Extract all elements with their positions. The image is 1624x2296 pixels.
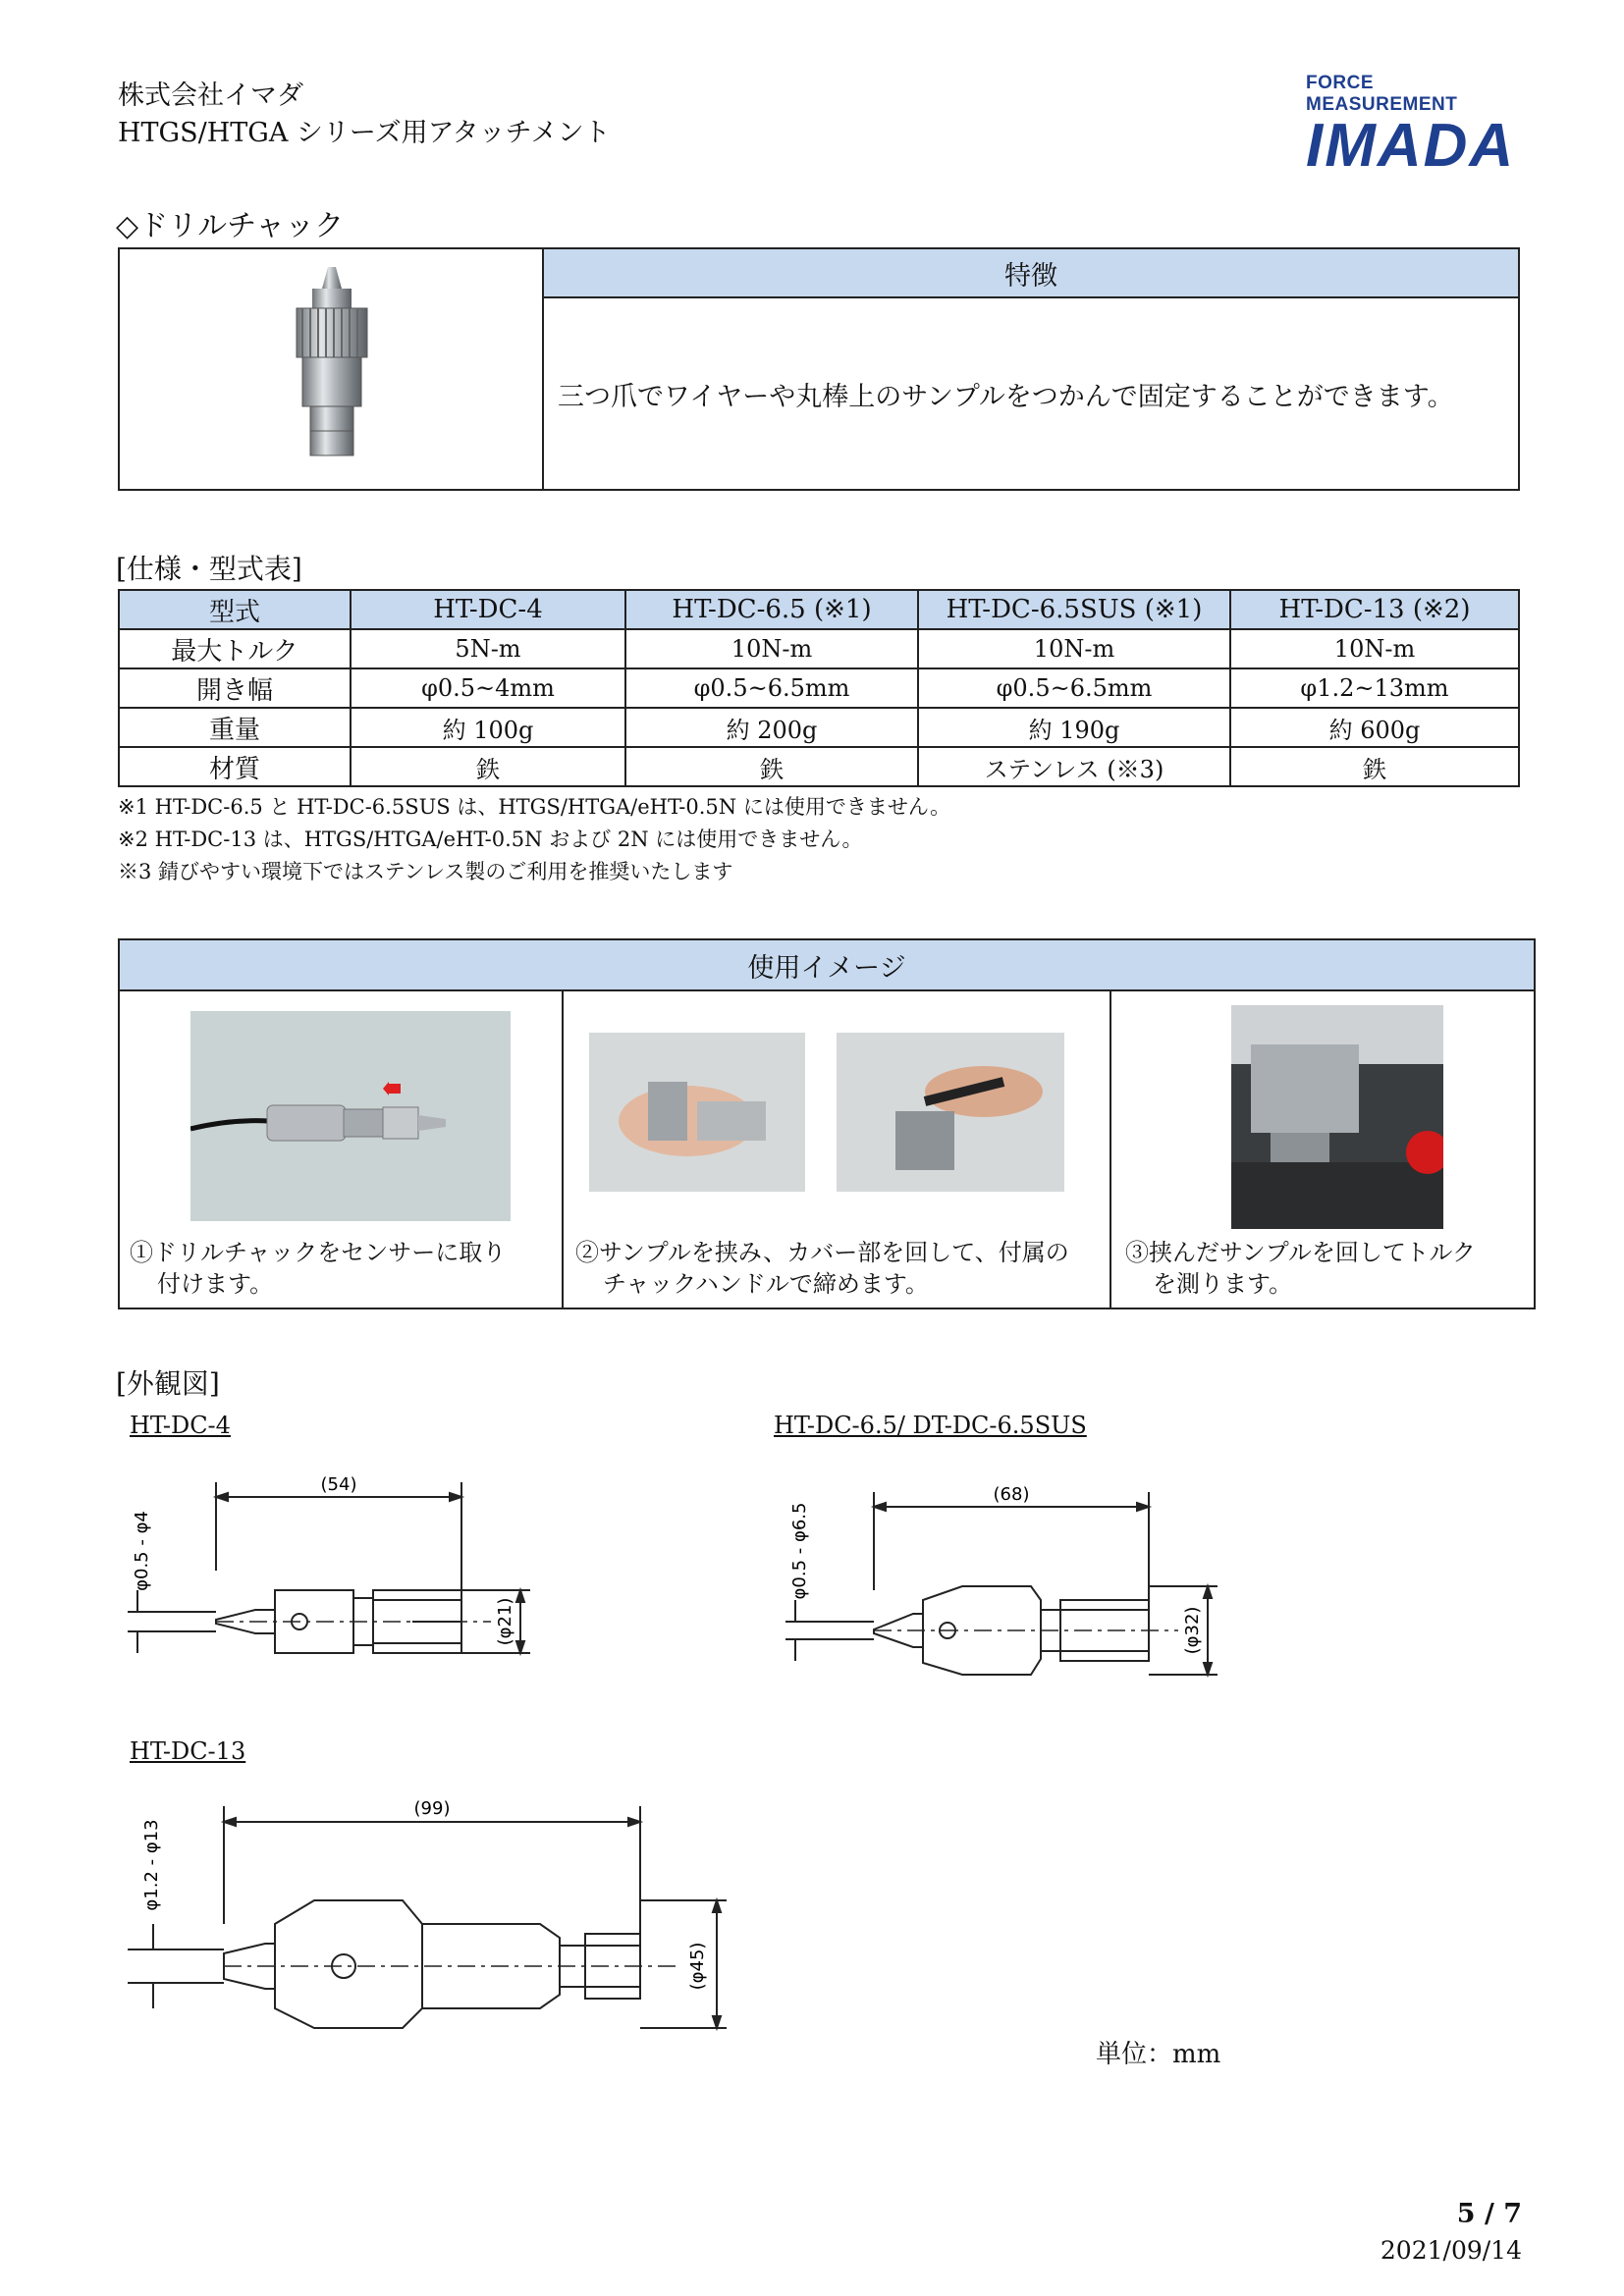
drawing-dc4 <box>118 1453 569 1708</box>
page-number: 5 / 7 <box>1456 2199 1522 2229</box>
unit-label: 単位：mm <box>1096 2040 1221 2069</box>
logo-wordmark: IMADA <box>1306 112 1516 180</box>
dim-dia-dc65: (φ32) <box>1182 1606 1203 1655</box>
spec-cell: φ0.5~6.5mm <box>918 668 1230 708</box>
spec-cell: 約 200g <box>625 708 918 747</box>
usage-photo-3 <box>1231 1005 1443 1229</box>
spec-col-dc13: HT-DC-13 (※2) <box>1230 590 1519 629</box>
drawings-title: [外観図] <box>116 1367 220 1400</box>
usage-table <box>118 938 1536 1309</box>
dim-length-dc65: (68) <box>993 1484 1030 1505</box>
dim-open-dc65: φ0.5 - φ6.5 <box>789 1502 810 1600</box>
note-3: ※3 錆びやすい環境下ではステンレス製のご利用を推奨いたします <box>118 860 733 883</box>
spec-col-dc65sus: HT-DC-6.5SUS (※1) <box>918 590 1230 629</box>
spec-col-dc65: HT-DC-6.5 (※1) <box>625 590 918 629</box>
caption-line: ③挟んだサンプルを回してトルク <box>1125 1239 1476 1266</box>
drawing-label-dc4: HT-DC-4 <box>130 1412 231 1439</box>
spec-cell: ステンレス (※3) <box>918 747 1230 786</box>
drawing-dc65 <box>776 1453 1247 1718</box>
dim-open-dc4: φ0.5 - φ4 <box>132 1511 152 1591</box>
spec-cell: φ1.2~13mm <box>1230 668 1519 708</box>
dim-length-dc4: (54) <box>320 1474 357 1495</box>
spec-cell: 10N-m <box>918 629 1230 668</box>
caption-line: チャックハンドルで締めます。 <box>603 1270 929 1298</box>
usage-photo-2b <box>837 1033 1064 1192</box>
spec-row-torque <box>119 629 1519 668</box>
spec-header-row <box>119 590 1519 629</box>
drawing-label-dc13: HT-DC-13 <box>130 1737 246 1765</box>
dim-open-dc13: φ1.2 - φ13 <box>141 1819 162 1911</box>
spec-cell: 約 190g <box>918 708 1230 747</box>
spec-row-opening <box>119 668 1519 708</box>
spec-title: [仕様・型式表] <box>116 553 302 585</box>
note-1: ※1 HT-DC-6.5 と HT-DC-6.5SUS は、HTGS/HTGA/eHT-0.5N には使用できません。 <box>118 795 951 819</box>
spec-row-material <box>119 747 1519 786</box>
drawing-dc13 <box>118 1777 746 2071</box>
spec-cell: 鉄 <box>625 747 918 786</box>
spec-cell: 鉄 <box>1230 747 1519 786</box>
spec-row-label: 最大トルク <box>119 629 351 668</box>
usage-cell-1 <box>119 990 563 1308</box>
document-date: 2021/09/14 <box>1380 2236 1522 2265</box>
dim-length-dc13: (99) <box>413 1798 451 1819</box>
imada-logo <box>1306 73 1520 180</box>
spec-cell: φ0.5~4mm <box>351 668 625 708</box>
spec-table <box>118 589 1520 787</box>
usage-caption-2 <box>575 1237 1069 1300</box>
document-subtitle: HTGS/HTGA シリーズ用アタッチメント <box>118 118 611 148</box>
spec-cell: 10N-m <box>625 629 918 668</box>
feature-text: 三つ爪でワイヤーや丸棒上のサンプルをつかんで固定することができます。 <box>543 297 1519 490</box>
feature-table <box>118 247 1520 491</box>
note-2: ※2 HT-DC-13 は、HTGS/HTGA/eHT-0.5N および 2N には使用できません。 <box>118 828 863 851</box>
spec-row-label: 重量 <box>119 708 351 747</box>
spec-row-label: 材質 <box>119 747 351 786</box>
caption-line: ①ドリルチャックをセンサーに取り <box>130 1239 507 1266</box>
usage-cell-3 <box>1110 990 1535 1308</box>
logo-tagline: FORCE MEASUREMENT <box>1306 73 1458 115</box>
company-name: 株式会社イマダ <box>118 80 303 111</box>
spec-col-dc4: HT-DC-4 <box>351 590 625 629</box>
spec-cell: 10N-m <box>1230 629 1519 668</box>
caption-line: 付けます。 <box>157 1270 274 1298</box>
usage-header: 使用イメージ <box>119 939 1535 990</box>
spec-cell: 約 100g <box>351 708 625 747</box>
product-photo-cell <box>119 248 543 490</box>
caption-line: ②サンプルを挟み、カバー部を回して、付属の <box>575 1239 1069 1266</box>
usage-caption-1 <box>130 1237 506 1300</box>
spec-col-model: 型式 <box>119 590 351 629</box>
section-title: ◇ドリルチャック <box>116 209 345 243</box>
caption-line: を測ります。 <box>1153 1270 1293 1298</box>
usage-photo-2a <box>589 1033 805 1192</box>
spec-cell: 約 600g <box>1230 708 1519 747</box>
dim-dia-dc13: (φ45) <box>687 1942 708 1991</box>
drill-chuck-photo <box>120 249 542 485</box>
dim-dia-dc4: (φ21) <box>495 1597 515 1646</box>
drawing-label-dc65: HT-DC-6.5/ DT-DC-6.5SUS <box>774 1412 1087 1439</box>
usage-cell-2 <box>563 990 1110 1308</box>
spec-row-label: 開き幅 <box>119 668 351 708</box>
spec-cell: 5N-m <box>351 629 625 668</box>
spec-notes <box>118 791 950 888</box>
usage-caption-3 <box>1125 1237 1476 1300</box>
feature-header: 特徴 <box>543 248 1519 297</box>
spec-cell: 鉄 <box>351 747 625 786</box>
spec-cell: φ0.5~6.5mm <box>625 668 918 708</box>
usage-photo-1 <box>190 1011 511 1221</box>
spec-row-weight <box>119 708 1519 747</box>
